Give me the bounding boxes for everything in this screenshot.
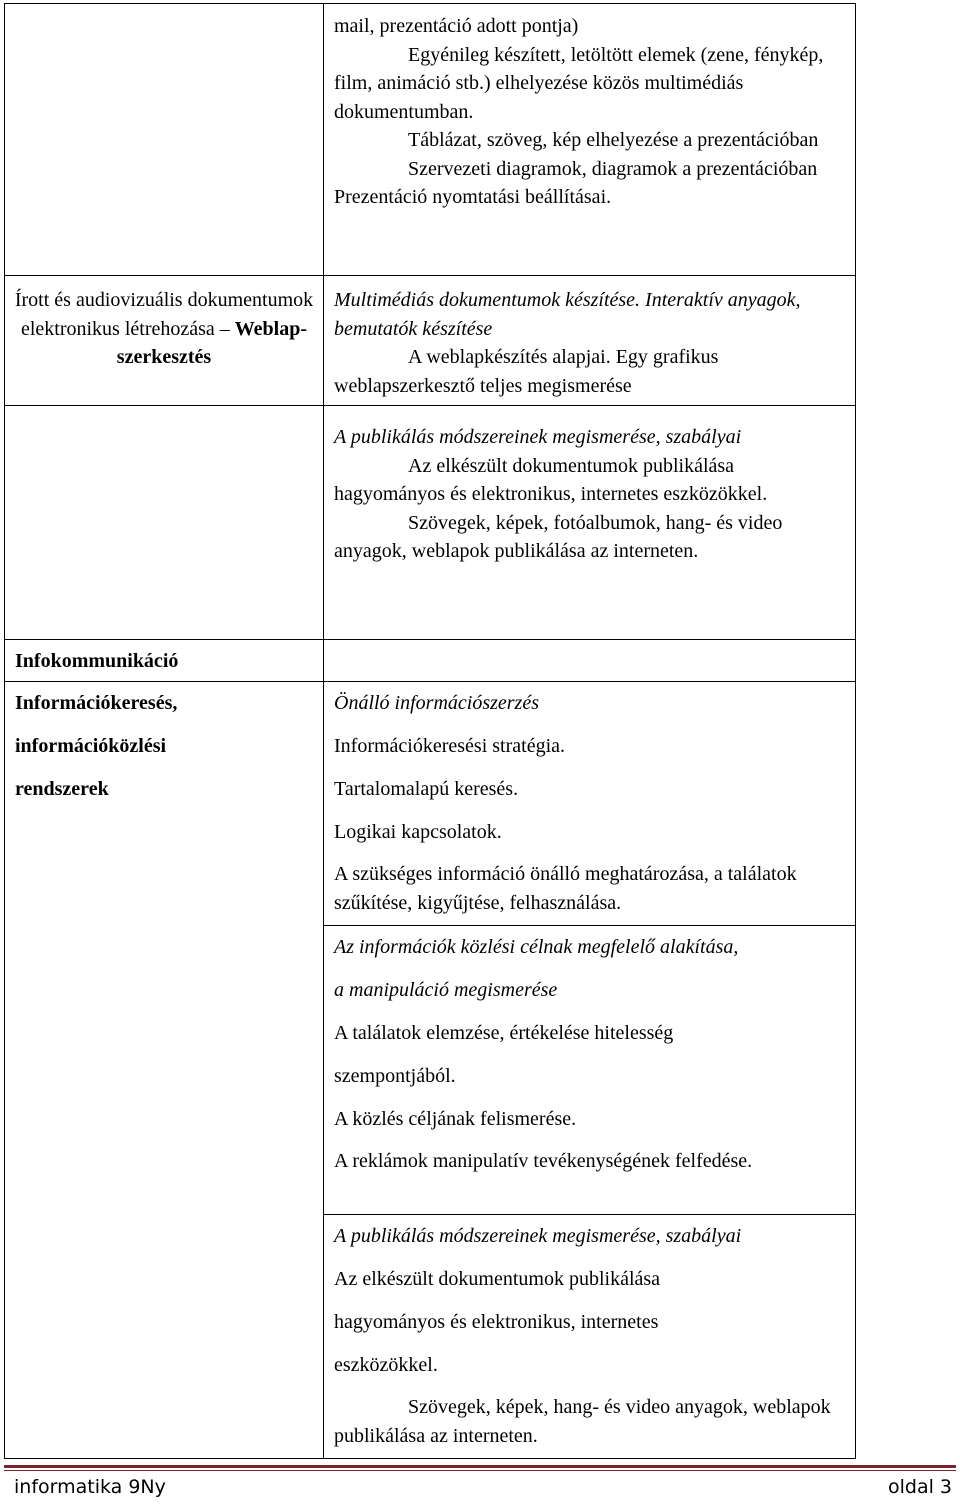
text-paragraph: A szükséges információ önálló meghatározása, a találatok szűkítése, kigyűjtése, felhasználása.: [334, 863, 797, 914]
right-cell-presentation: [324, 4, 856, 276]
section-heading: Önálló információszerzés: [334, 692, 539, 714]
section-label: Infokommunikáció: [15, 650, 179, 672]
topic-text: Írott és audiovizuális dokumentumok elektronikus létrehozása –: [14, 289, 314, 340]
text-line: Prezentáció nyomtatási beállításai.: [334, 186, 612, 208]
text-line: Logikai kapcsolatok.: [334, 821, 502, 843]
right-cell-empty: [324, 640, 856, 682]
text-line: szempontjából.: [334, 1065, 456, 1087]
text-paragraph: Szövegek, képek, fotóalbumok, hang- és video anyagok, weblapok publikálása az interneten.: [334, 511, 783, 562]
left-cell-topic: [5, 276, 324, 406]
topic-line: információközlési: [15, 735, 167, 757]
text-paragraph: Az elkészült dokumentumok publikálása hagyományos és elektronikus, internetes eszközökkel.: [334, 454, 768, 505]
text-line: Tartalomalapú keresés.: [334, 778, 519, 800]
text-paragraph: Táblázat, szöveg, kép elhelyezése a prezentációban: [408, 129, 819, 151]
topic-bold: Weblap-szerkesztés: [116, 317, 308, 368]
left-cell-empty: [5, 406, 324, 640]
right-cell-infosearch: [324, 682, 856, 926]
topic-line: Információkeresés,: [15, 692, 178, 714]
left-cell-empty: [5, 4, 324, 276]
text-paragraph: A reklámok manipulatív tevékenységének felfedése.: [334, 1150, 753, 1172]
table-row: [5, 276, 856, 406]
text-line: Információkeresési stratégia.: [334, 735, 566, 757]
left-cell-infocomm: [5, 640, 324, 682]
text-paragraph: Egyénileg készített, letöltött elemek (zene, fénykép, film, animáció stb.) elhelyezése közös multimédiás dokumentumban.: [334, 43, 824, 123]
right-cell-manipulation: [324, 926, 856, 1215]
table-row: [5, 682, 856, 926]
table-row: [5, 406, 856, 640]
table-row: [5, 4, 856, 276]
text-line: eszközökkel.: [334, 1354, 438, 1376]
text-line: hagyományos és elektronikus, internetes: [334, 1311, 659, 1333]
section-heading: A publikálás módszereinek megismerése, szabályai: [334, 426, 742, 448]
table-row: [5, 640, 856, 682]
left-cell-infosearch: [5, 682, 324, 1459]
topic-line: rendszerek: [15, 778, 109, 800]
text-line: A találatok elemzése, értékelése hitelesség: [334, 1022, 674, 1044]
text-line: Az elkészült dokumentumok publikálása: [334, 1268, 661, 1290]
right-cell-publishing: [324, 406, 856, 640]
content-table: [4, 3, 856, 1459]
section-heading: a manipuláció megismerése: [334, 979, 558, 1001]
section-heading: Az információk közlési célnak megfelelő alakítása,: [334, 936, 739, 958]
text-paragraph: Szövegek, képek, hang- és video anyagok, weblapok publikálása az interneten.: [334, 1396, 831, 1447]
footer-document-name: informatika 9Ny: [14, 1476, 166, 1498]
text-line: mail, prezentáció adott pontja): [334, 15, 579, 37]
text-line: A közlés céljának felismerése.: [334, 1108, 577, 1130]
right-cell-multimedia: [324, 276, 856, 406]
section-heading: Multimédiás dokumentumok készítése. Interaktív anyagok, bemutatók készítése: [334, 289, 801, 340]
footer-divider-thin: [4, 1470, 956, 1471]
footer-page-number: oldal 3: [887, 1476, 952, 1498]
section-heading: A publikálás módszereinek megismerése, szabályai: [334, 1225, 742, 1247]
text-paragraph: A weblapkészítés alapjai. Egy grafikus weblapszerkesztő teljes megismerése: [334, 346, 719, 397]
footer-divider: [4, 1465, 956, 1468]
right-cell-publishing-2: [324, 1215, 856, 1459]
text-paragraph: Szervezeti diagramok, diagramok a prezentációban: [408, 157, 818, 180]
